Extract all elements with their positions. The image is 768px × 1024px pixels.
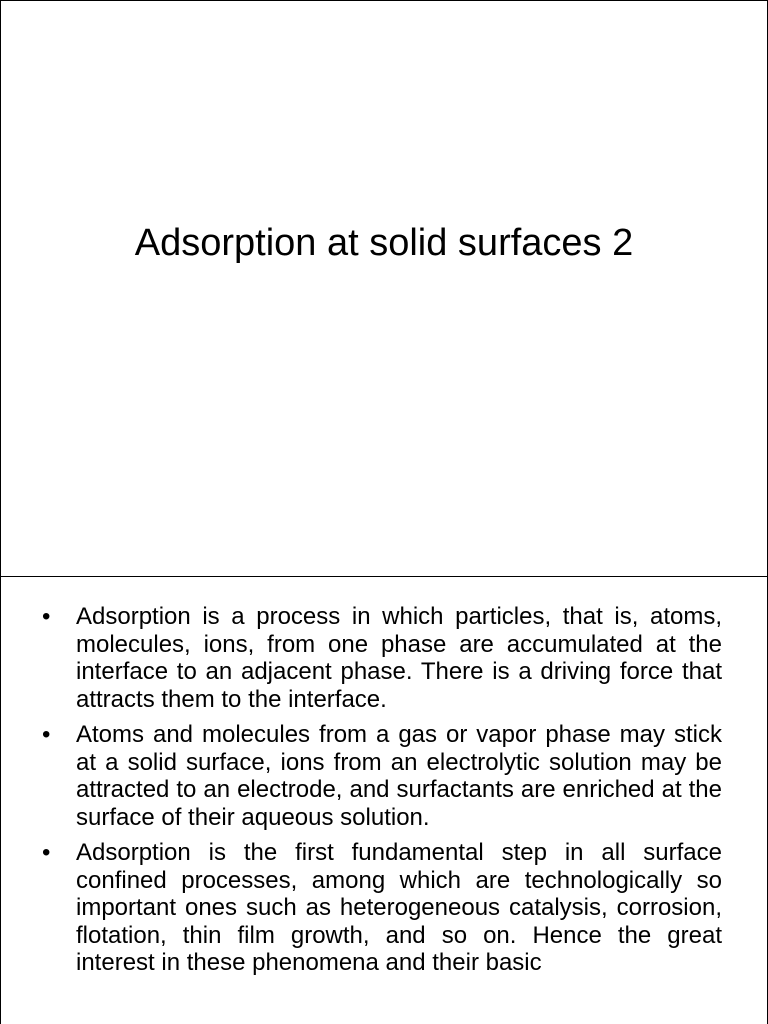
bullet-icon: • <box>42 839 51 866</box>
bullet-icon: • <box>42 721 51 748</box>
bullet-list <box>42 603 722 985</box>
content-slide <box>0 576 768 1024</box>
bullet-text: Adsorption is a process in which particles, that is, atoms, molecules, ions, from one phase are accumulated at the interface to an adjacent phase. There is a driving force that attracts them to the interface. <box>76 603 722 713</box>
bullet-icon: • <box>42 603 51 630</box>
bullet-text: Atoms and molecules from a gas or vapor phase may stick at a solid surface, ions from an electrolytic solution may be attracted to an electrode, and surfactants are enriched at the surface of their aqueous solution. <box>76 721 722 831</box>
bullet-item-3 <box>42 839 722 977</box>
bullet-item-1 <box>42 603 722 713</box>
bullet-text: Adsorption is the first fundamental step in all surface confined processes, among which are technologically so important ones such as heterogeneous catalysis, corrosion, flotation, thin film growth, and so on. Hence the great interest in these phenomena and their basic <box>76 839 722 976</box>
slide-title: Adsorption at solid surfaces 2 <box>134 222 634 264</box>
bullet-item-2 <box>42 721 722 831</box>
